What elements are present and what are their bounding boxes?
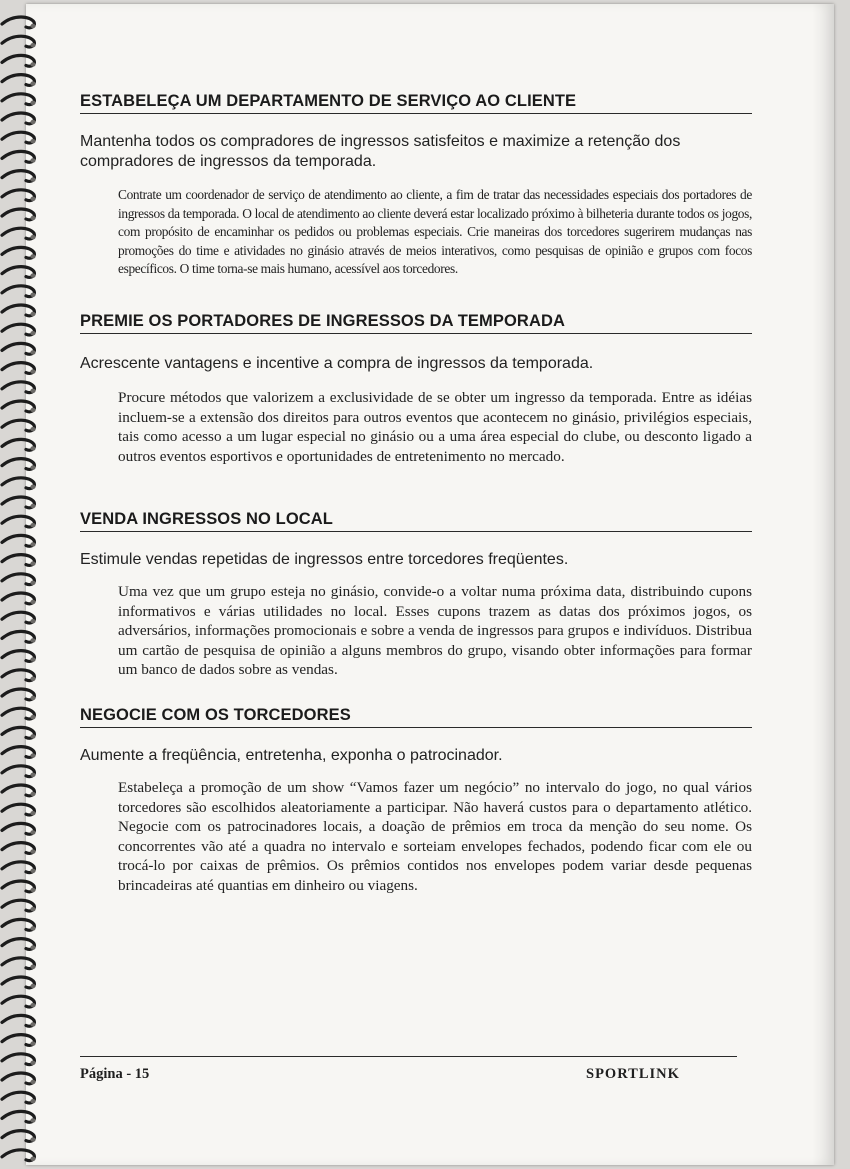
binding-coil [2,919,34,930]
binding-coil [2,228,34,239]
binding-coil [2,958,34,969]
binding-hole [30,696,35,700]
binding-hole [30,600,35,604]
binding-coil [2,439,34,450]
binding-hole [30,177,35,181]
binding-hole [30,638,35,642]
section-lead: Aumente a freqüência, entretenha, exponha o patrocinador. [80,747,503,764]
binding-coil [2,1131,34,1142]
binding-hole [30,293,35,297]
binding-coil [2,1073,34,1084]
binding-hole [30,465,35,469]
binding-hole [30,734,35,738]
binding-hole [30,216,35,220]
section-heading: NEGOCIE COM OS TORCEDORES [80,706,752,728]
section-customer-service [80,92,752,279]
binding-coil [2,478,34,489]
binding-coil [2,612,34,623]
binding-hole [30,1022,35,1026]
binding-hole [30,273,35,277]
binding-coil [2,94,34,105]
binding-hole [30,62,35,66]
binding-hole [30,197,35,201]
binding-coil [2,708,34,719]
binding-coil [2,190,34,201]
binding-hole [30,888,35,892]
section-body: Estabeleça a promoção de um show “Vamos fazer um negócio” no intervalo do jogo, no qual vários torcedores são escolhidos aleatoriamente a participar. Não haverá custos para o departamento atlético. Negocie com os patrocinadores locais, a doação de prêmios em troca da menção do seu nome. Os concorrentes vão até a quadra no intervalo e sorteiam envelopes fechados, podendo ficar com ele ou trocá-lo por caixas de prêmios. Os prêmios contidos nos envelopes podem variar desde pequenas brincadeiras até quantias em dinheiro ou viagens. [118,779,752,894]
binding-hole [30,446,35,450]
binding-coil [2,401,34,412]
binding-hole [30,523,35,527]
footer-rule [80,1056,737,1057]
binding-hole [30,753,35,757]
section-heading: ESTABELEÇA UM DEPARTAMENTO DE SERVIÇO AO CLIENTE [80,92,752,114]
binding-coil [2,247,34,258]
binding-coil [2,171,34,182]
binding-hole [30,811,35,815]
binding-coil [2,593,34,604]
binding-hole [30,581,35,585]
binding-hole [30,1061,35,1065]
binding-coil [2,823,34,834]
binding-coil [2,151,34,162]
binding-hole [30,389,35,393]
binding-hole [30,984,35,988]
binding-coil [2,727,34,738]
binding-hole [30,43,35,47]
binding-coil [2,209,34,220]
binding-hole [30,369,35,373]
brand-name: SPORTLINK [586,1066,680,1082]
binding-coil [2,804,34,815]
binding-hole [30,1157,35,1161]
binding-coil [2,670,34,681]
binding-hole [30,542,35,546]
binding-coil [2,766,34,777]
binding-hole [30,1118,35,1122]
binding-coil [2,689,34,700]
binding-coil [2,977,34,988]
binding-coil [2,939,34,950]
binding-coil [2,1092,34,1103]
binding-coil [2,324,34,335]
binding-hole [30,408,35,412]
binding-hole [30,907,35,911]
binding-coil [2,1054,34,1065]
section-body: Contrate um coordenador de serviço de atendimento ao cliente, a fim de tratar das necessidades especiais dos portadores de ingressos da temporada. O local de atendimento ao cliente deverá estar localizado próximo à bilheteria durante todos os jogos, com propósito de encaminhar os pedidos ou problemas especiais. Crie maneiras dos torcedores sugerirem mudanças nas promoções do time e atividades no ginásio através de meios interativos, como pesquisas de opinião e grupos com focos específicos. O time torna-se mais humano, acessível aos torcedores. [118,187,752,277]
binding-hole [30,331,35,335]
binding-coil [2,1111,34,1122]
section-lead: Estimule vendas repetidas de ingressos entre torcedores freqüentes. [80,551,569,568]
binding-coil [2,996,34,1007]
binding-coil [2,862,34,873]
binding-coil [2,36,34,47]
page-number: Página - 15 [80,1066,150,1082]
binding-hole [30,120,35,124]
binding-hole [30,254,35,258]
binding-coil [2,747,34,758]
spiral-binding-icon [0,0,40,1169]
section-body: Procure métodos que valorizem a exclusividade de se obter um ingresso da temporada. Entre as idéias incluem-se a extensão dos direitos para outros eventos que acontecem no ginásio, privilégios especiais, tais como acesso a um lugar especial no ginásio ou a uma área especial do clube, ou desconto ligado a outros eventos esportivos e oportunidades de entretenimento no mercado. [118,389,752,465]
binding-hole [30,965,35,969]
binding-coil [2,881,34,892]
binding-hole [30,869,35,873]
binding-coil [2,75,34,86]
binding-hole [30,1041,35,1045]
section-body: Uma vez que um grupo esteja no ginásio, convide-o a voltar numa próxima data, distribuindo cupons informativos e várias utilidades no local. Esses cupons trazem as datas dos próximos jogos, os adversários, informações promocionais e sobre a venda de ingressos para grupos e indivíduos. Distribua um cartão de pesquisa de opinião a alguns membros do grupo, visando obter informações para formar um banco de dados sobre as vendas. [118,583,752,679]
binding-coil [2,1150,34,1161]
binding-coil [2,631,34,642]
binding-coil [2,1015,34,1026]
binding-hole [30,792,35,796]
binding-coil [2,459,34,470]
binding-hole [30,1099,35,1103]
binding-hole [30,350,35,354]
binding-coil [2,305,34,316]
binding-coil [2,132,34,143]
section-sell-tickets-on-site [80,510,752,680]
section-deal-with-fans [80,706,752,896]
binding-coil [2,343,34,354]
binding-coil [2,574,34,585]
binding-hole [30,235,35,239]
binding-hole [30,849,35,853]
binding-coil [2,497,34,508]
binding-hole [30,427,35,431]
binding-hole [30,81,35,85]
binding-coil [2,286,34,297]
binding-hole [30,830,35,834]
binding-hole [30,945,35,949]
binding-coil [2,1035,34,1046]
binding-hole [30,485,35,489]
section-lead: Acrescente vantagens e incentive a compra de ingressos da temporada. [80,355,594,372]
section-season-ticket-holders [80,312,752,466]
binding-coil [2,555,34,566]
binding-coil [2,900,34,911]
binding-hole [30,158,35,162]
section-heading: PREMIE OS PORTADORES DE INGRESSOS DA TEMPORADA [80,312,752,334]
binding-coil [2,843,34,854]
binding-hole [30,773,35,777]
binding-hole [30,24,35,28]
binding-hole [30,101,35,105]
binding-hole [30,504,35,508]
binding-hole [30,657,35,661]
binding-coil [2,55,34,66]
binding-coil [2,420,34,431]
binding-coil [2,382,34,393]
binding-coil [2,267,34,278]
binding-hole [30,312,35,316]
section-lead: Mantenha todos os compradores de ingressos satisfeitos e maximize a retenção dos compradores de ingressos da temporada. [80,133,681,170]
binding-hole [30,561,35,565]
binding-hole [30,677,35,681]
section-heading: VENDA INGRESSOS NO LOCAL [80,510,752,532]
binding-hole [30,926,35,930]
binding-coil [2,113,34,124]
binding-coil [2,363,34,374]
binding-hole [30,1137,35,1141]
binding-coil [2,535,34,546]
binding-hole [30,1080,35,1084]
binding-coil [2,516,34,527]
binding-hole [30,619,35,623]
binding-coil [2,651,34,662]
binding-coil [2,785,34,796]
page-edge-shadow [812,4,834,1165]
binding-hole [30,139,35,143]
binding-coil [2,17,34,28]
binding-hole [30,1003,35,1007]
binding-hole [30,715,35,719]
